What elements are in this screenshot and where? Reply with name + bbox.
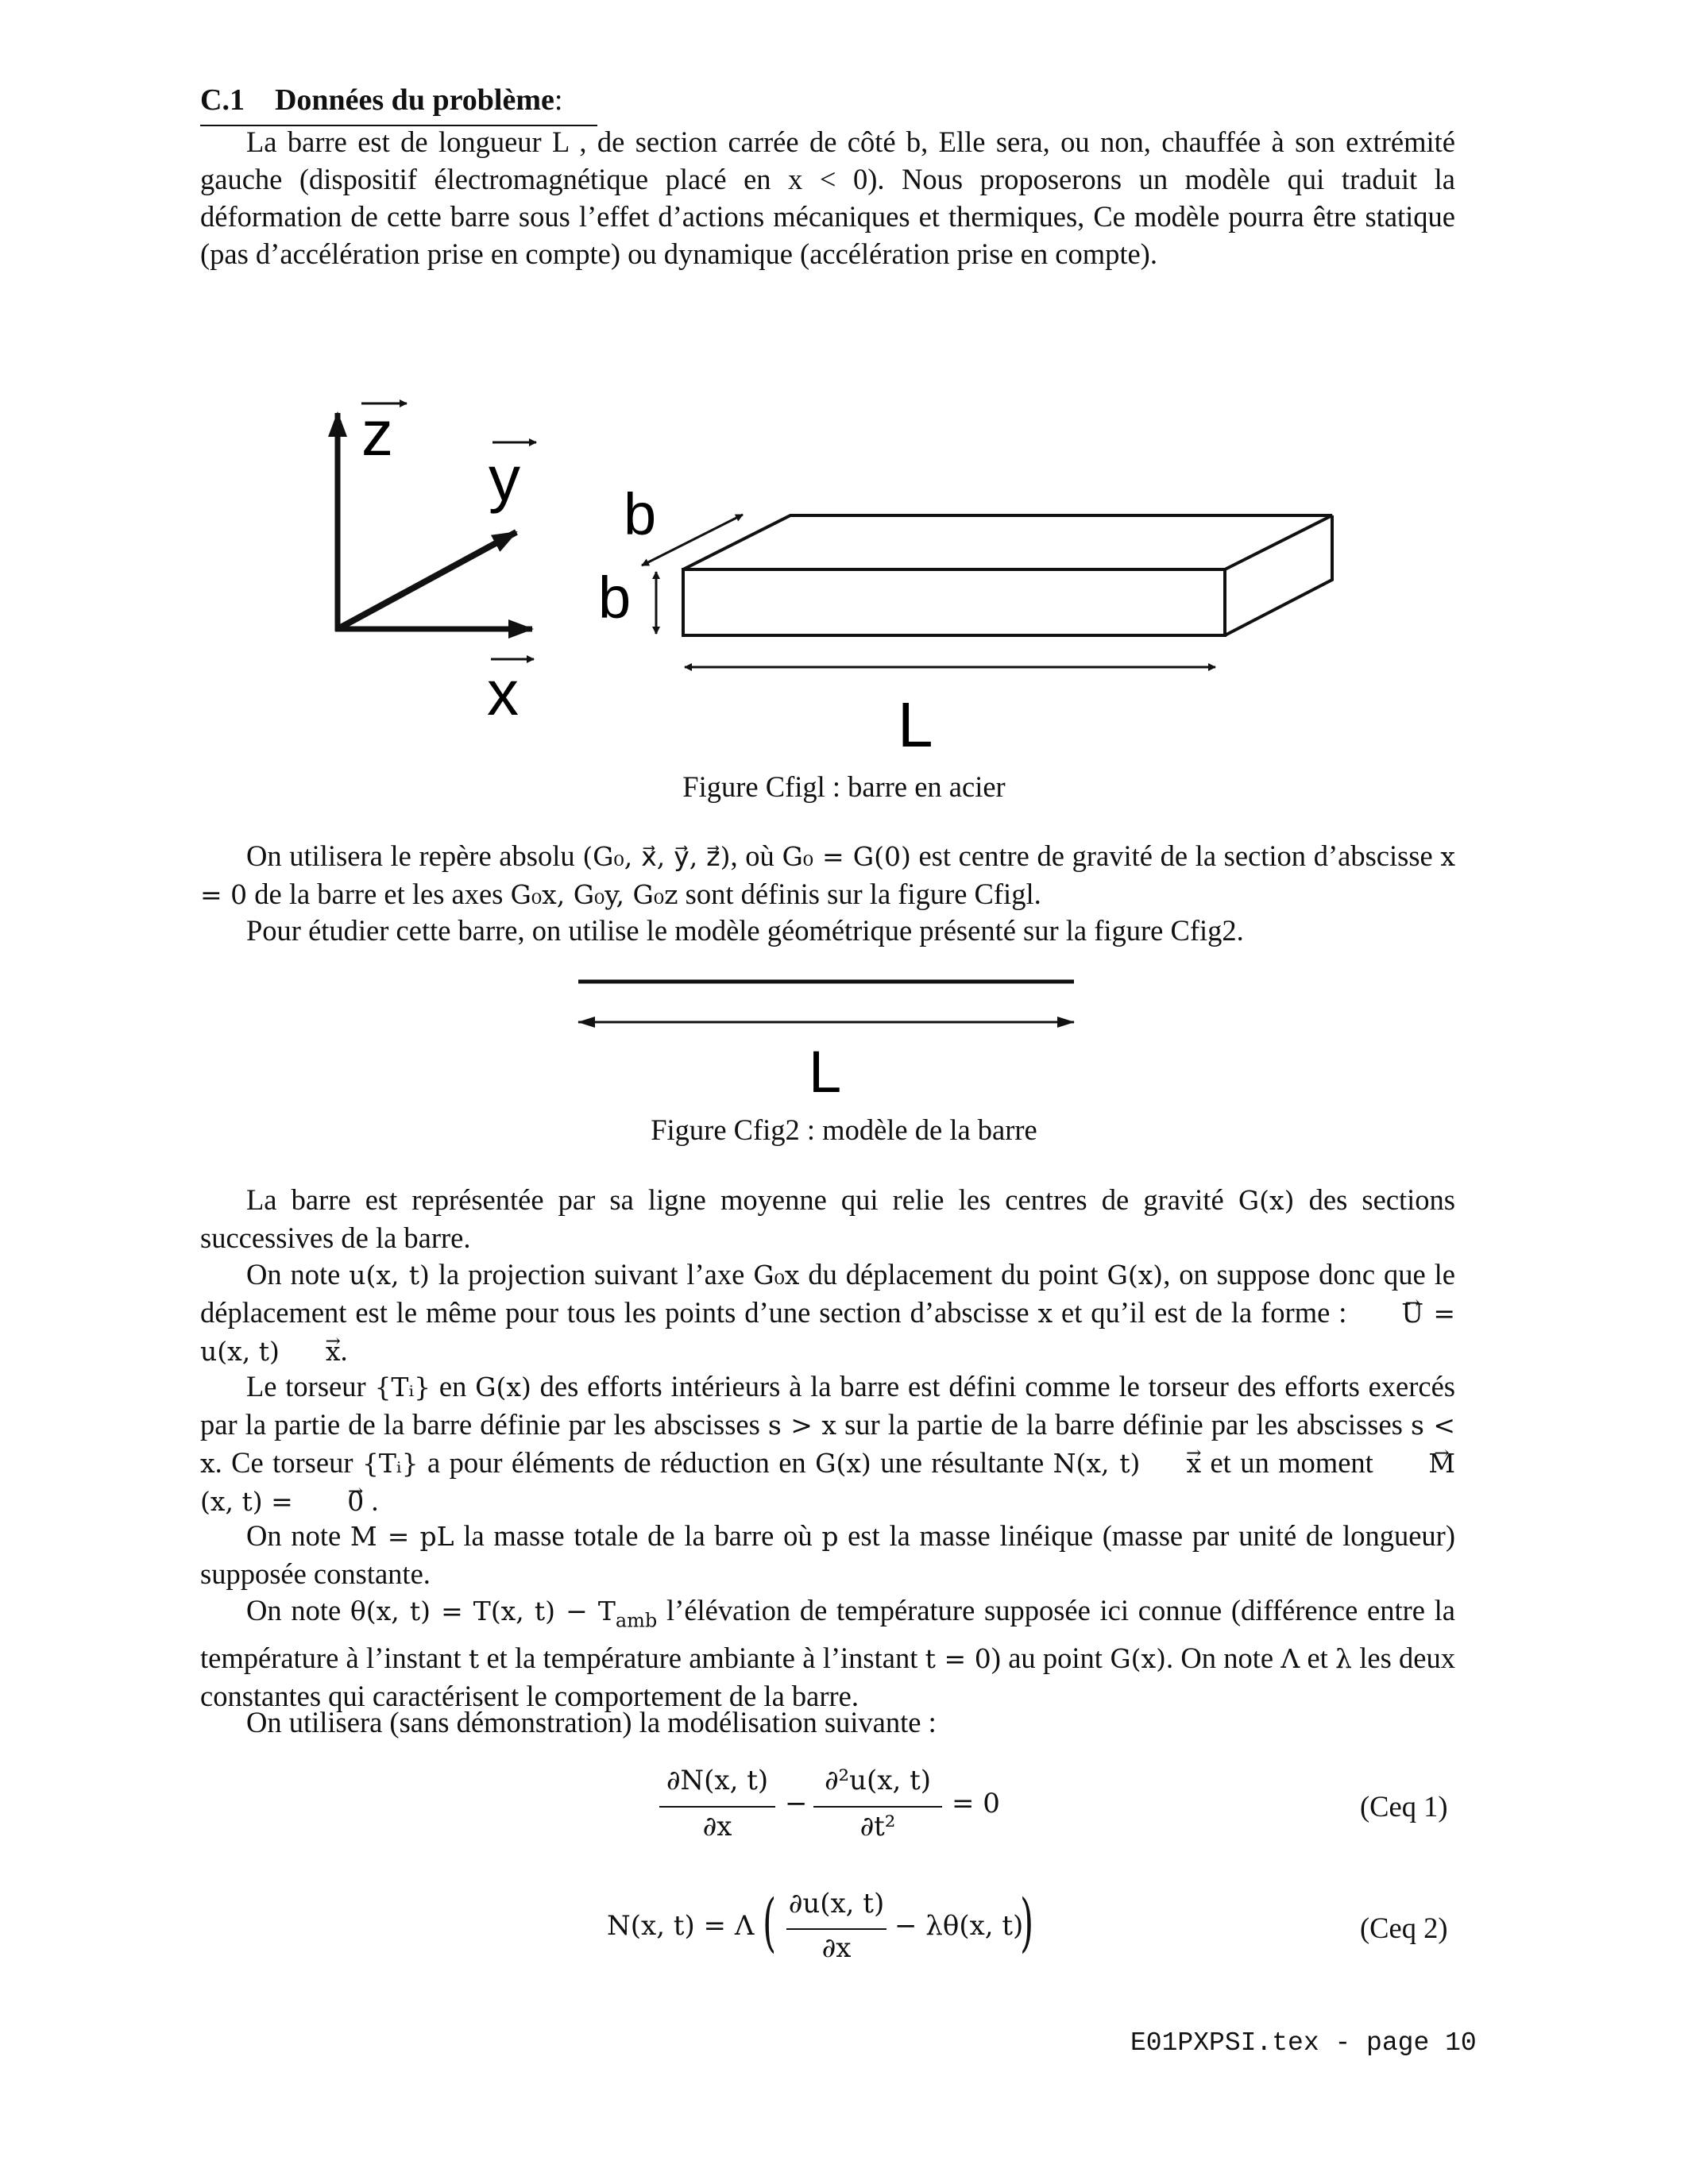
model-length-label: L xyxy=(809,1039,842,1104)
model-statement-paragraph: On utilisera (sans démonstration) la modélisation suivante : xyxy=(246,1706,937,1738)
dim-length-label: L xyxy=(898,689,933,760)
axis-z-label: z xyxy=(361,398,393,469)
figure1-caption: Figure Cfigl : barre en acier xyxy=(682,770,1006,803)
axis-x-label: x xyxy=(487,658,519,728)
eq1-numerator-1: ∂N(x, t) xyxy=(666,1765,769,1796)
displacement-vector: → U xyxy=(1355,1295,1423,1332)
eq2-denominator: ∂x xyxy=(821,1932,852,1964)
model-intro-paragraph: Pour étudier cette barre, on utilise le modèle géométrique présenté sur la figure Cfig2. xyxy=(246,914,1244,947)
eq1-fraction-bar-1 xyxy=(659,1806,775,1808)
eq1-minus: − xyxy=(785,1788,808,1819)
frame-paragraph: On utilisera le repère absolu (G₀, x⃗, y⃗, z⃗), où G₀ = G(0) est centre de gravité de la section d’abscisse x = 0 de la barre et les axes G₀x, G₀y, G₀z sont définis sur la figure Cfigl. xyxy=(200,839,1456,910)
eq2-tag: (Ceq 2) xyxy=(1360,1912,1448,1944)
eq1-tag: (Ceq 1) xyxy=(1360,1790,1448,1823)
eq2-right-paren: ) xyxy=(1020,1885,1034,1959)
eq2-left-paren: ( xyxy=(763,1885,777,1959)
bar-top-face xyxy=(683,515,1332,569)
dim-width-label: b xyxy=(624,481,657,547)
mean-line-paragraph: La barre est représentée par sa ligne moyenne qui relie les centres de gravité G(x) des sections successives de la barre. xyxy=(200,1183,1455,1254)
mass-paragraph: On note M = pL la masse totale de la barre où p est la masse linéique (masse par unité de longueur) supposée constante. xyxy=(200,1519,1455,1590)
dim-width-arrow xyxy=(642,515,743,565)
displacement-paragraph: On note u(x, t) la projection suivant l’axe G₀x du déplacement du point G(x), on suppose donc que le déplacement est le même pour tous les points d’une section d’abscisse x et qu’il est de la forme : → U = u(x, t)→ x. xyxy=(200,1256,1455,1370)
eq1-denominator-1: ∂x xyxy=(702,1811,732,1843)
bar-front-face xyxy=(683,569,1225,635)
figure-bar-3d xyxy=(302,381,1350,762)
moment-vector: → M xyxy=(1382,1445,1455,1482)
figure-bar-model xyxy=(572,973,1080,1104)
torsor-paragraph: Le torseur {Tᵢ} en G(x) des efforts intérieurs à la barre est défini comme le torseur des efforts exercés par la partie de la barre définie par les abscisses s > x sur la partie de la barre définie par les abscisses s < x. Ce torseur {Tᵢ} a pour éléments de réduction en G(x) une résultante N(x, t)→ x et un moment → M(x, t) = → 0 . xyxy=(200,1368,1455,1520)
figure2-caption: Figure Cfig2 : modèle de la barre xyxy=(651,1113,1037,1146)
x0-symbol: x = 0 xyxy=(200,841,1456,910)
bar-side-face xyxy=(1225,515,1332,635)
eq2-numerator: ∂u(x, t) xyxy=(788,1888,885,1920)
intro-paragraph: La barre est de longueur L , de section carrée de côté b, Elle sera, ou non, chauffée à son extrémité gauche (dispositif électromagnétique placé en x < 0). Nous proposerons un modèle qui traduit la déformation de cette barre sous l’effet d’actions mécaniques et thermiques, Ce modèle pourra être statique (pas d’accélération prise en compte) ou dynamique (accélération prise en compte). xyxy=(200,125,1455,270)
axes-symbol: G₀x, G₀y, G₀z xyxy=(510,879,678,910)
axis-y-label: y xyxy=(489,443,520,514)
dim-height-label: b xyxy=(598,565,632,631)
axis-y-arrow xyxy=(338,532,516,629)
frame-symbol: (G₀, x⃗, y⃗, z⃗) xyxy=(582,841,731,872)
g0-symbol: G₀ = G(0) xyxy=(782,841,911,872)
section-number: C.1 xyxy=(200,83,245,117)
temperature-paragraph: On note θ(x, t) = T(x, $t) - T_{amb}$ l’élévation de température supposée ici connue (différence entre la température à l’instant t et la température ambiante à l’instant t = 0) au point G(x). On note Λ et λ les deux constantes qui caractérisent le comportement de la barre. xyxy=(200,1594,1456,1713)
section-heading xyxy=(200,83,562,118)
eq2-fraction-bar xyxy=(786,1928,886,1930)
section-title: Données du problème xyxy=(274,83,554,117)
page-footer: E01PXPSI.tex - page 10 xyxy=(1130,2028,1477,2058)
eq1-denominator-2: ∂t² xyxy=(859,1811,896,1843)
eq2-rest: − λθ(x, t) xyxy=(894,1910,1024,1942)
eq1-fraction-bar-2 xyxy=(813,1806,942,1808)
eq1-numerator-2: ∂²u(x, t) xyxy=(824,1765,932,1796)
eq1-rhs: = 0 xyxy=(952,1788,1000,1819)
section-colon: : xyxy=(554,83,563,117)
eq2-lhs: N(x, t) = Λ xyxy=(607,1910,755,1942)
